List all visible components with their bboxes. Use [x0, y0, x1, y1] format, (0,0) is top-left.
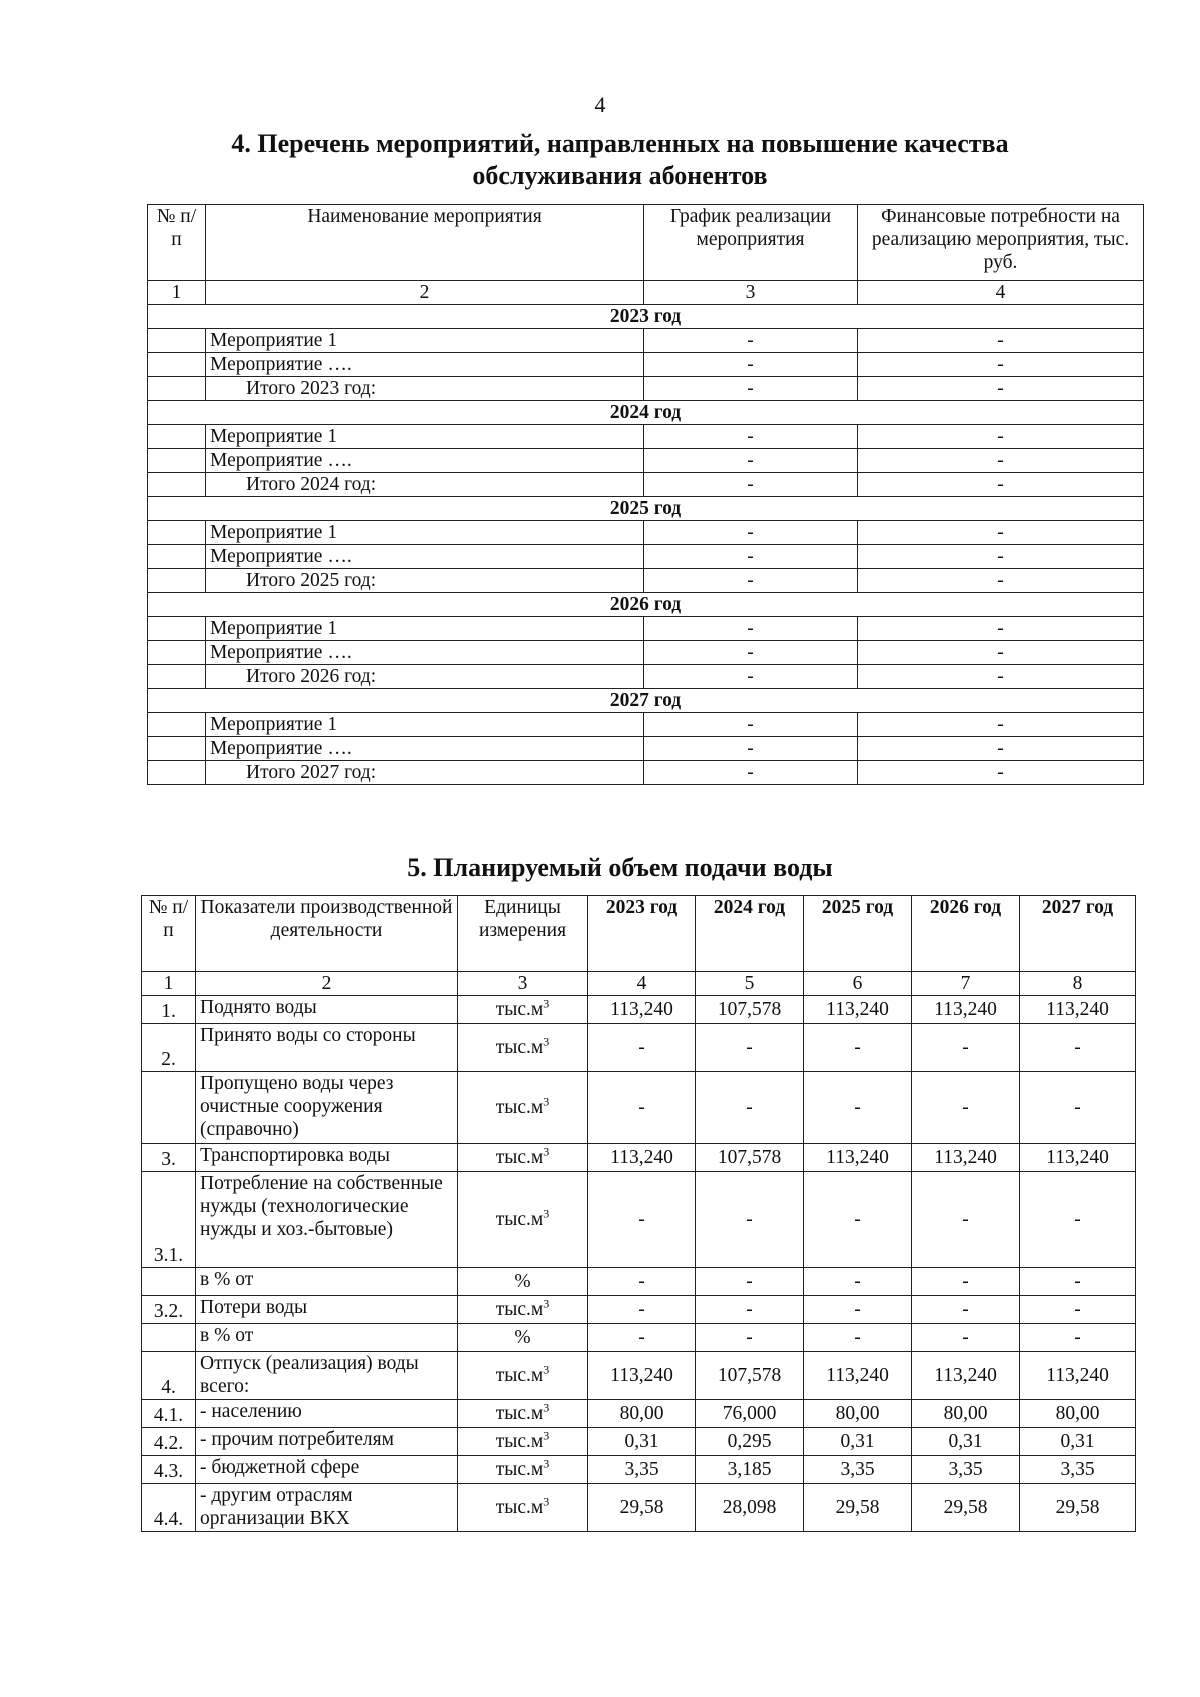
schedule-cell: -: [644, 353, 858, 377]
header-cell-finance: Финансовые потребности на реализацию мероприятия, тыс. руб.: [858, 205, 1144, 281]
num-cell: [148, 329, 206, 353]
schedule-cell: -: [644, 449, 858, 473]
column-number-cell: 1: [148, 281, 206, 305]
table-row: [148, 761, 1144, 785]
table-row: [148, 665, 1144, 689]
activities-table: [147, 204, 1144, 785]
value-cell: -: [804, 1172, 912, 1268]
value-cell: 107,578: [696, 996, 804, 1024]
value-cell: -: [912, 1324, 1020, 1352]
schedule-cell: -: [644, 377, 858, 401]
schedule-cell: -: [644, 521, 858, 545]
unit-text: тыс.м: [495, 1299, 544, 1320]
indicator-name: Потери воды: [196, 1296, 458, 1324]
column-number-row: [148, 281, 1144, 305]
year-group-row: [148, 497, 1144, 521]
num-cell: [148, 473, 206, 497]
table-row: [142, 1024, 1136, 1072]
value-cell: -: [588, 1268, 696, 1296]
value-cell: -: [912, 1296, 1020, 1324]
unit-superscript: 3: [543, 1494, 550, 1509]
value-cell: -: [1020, 1324, 1136, 1352]
indicator-name: Пропущено воды через очистные сооружения (справочно): [196, 1072, 458, 1144]
row-number: 4.2.: [142, 1428, 196, 1456]
header-cell-num: № п/п: [148, 205, 206, 281]
section4-title-line1: 4. Перечень мероприятий, направленных на повышение качества: [231, 129, 1009, 158]
finance-cell: -: [858, 449, 1144, 473]
value-cell: -: [804, 1324, 912, 1352]
table-row: [142, 1072, 1136, 1144]
unit-cell: [458, 1400, 588, 1428]
header-cell-name: Наименование мероприятия: [206, 205, 644, 281]
finance-cell: -: [858, 617, 1144, 641]
value-cell: -: [912, 1172, 1020, 1268]
value-cell: 113,240: [588, 1144, 696, 1172]
section4-title: [150, 128, 1090, 192]
table-row: [142, 1428, 1136, 1456]
column-number-cell: 2: [196, 972, 458, 996]
section5-title: 5. Планируемый объем подачи воды: [407, 853, 833, 882]
table-row: [142, 1172, 1136, 1268]
unit-text: тыс.м: [495, 1147, 544, 1168]
table-row: [148, 425, 1144, 449]
num-cell: [148, 569, 206, 593]
value-cell: 0,295: [696, 1428, 804, 1456]
finance-cell: -: [858, 377, 1144, 401]
activity-name: Мероприятие 1: [206, 617, 644, 641]
schedule-cell: -: [644, 761, 858, 785]
num-cell: [148, 521, 206, 545]
year-group-row: [148, 305, 1144, 329]
schedule-cell: -: [644, 569, 858, 593]
year-label: 2024 год: [148, 401, 1144, 425]
finance-cell: -: [858, 329, 1144, 353]
unit-cell: [458, 1268, 588, 1296]
unit-text: тыс.м: [495, 1403, 544, 1424]
table-row: [142, 1296, 1136, 1324]
value-cell: -: [1020, 1072, 1136, 1144]
num-cell: [148, 737, 206, 761]
num-cell: [148, 761, 206, 785]
unit-cell: [458, 1484, 588, 1532]
column-number-cell: 5: [696, 972, 804, 996]
finance-cell: -: [858, 521, 1144, 545]
finance-cell: -: [858, 545, 1144, 569]
value-cell: 113,240: [804, 1144, 912, 1172]
indicator-name: Транспортировка воды: [196, 1144, 458, 1172]
table-row: [148, 449, 1144, 473]
value-cell: 113,240: [804, 996, 912, 1024]
schedule-cell: -: [644, 545, 858, 569]
value-cell: -: [588, 1324, 696, 1352]
header-cell-schedule: График реализации мероприятия: [644, 205, 858, 281]
activity-name: Мероприятие ….: [206, 449, 644, 473]
column-number-cell: 7: [912, 972, 1020, 996]
table-row: [148, 473, 1144, 497]
unit-cell: [458, 1144, 588, 1172]
value-cell: -: [588, 1172, 696, 1268]
activity-name: Мероприятие 1: [206, 713, 644, 737]
value-cell: 113,240: [1020, 996, 1136, 1024]
schedule-cell: -: [644, 737, 858, 761]
value-cell: -: [588, 1072, 696, 1144]
unit-superscript: 3: [543, 1034, 550, 1049]
year-label: 2023 год: [148, 305, 1144, 329]
unit-cell: [458, 1072, 588, 1144]
unit-cell: [458, 1296, 588, 1324]
total-label: Итого 2026 год:: [206, 665, 644, 689]
table-row: [148, 737, 1144, 761]
table-row: [142, 1352, 1136, 1400]
value-cell: 3,35: [912, 1456, 1020, 1484]
num-cell: [148, 665, 206, 689]
table-row: [142, 996, 1136, 1024]
column-number-cell: 6: [804, 972, 912, 996]
row-number: [142, 1072, 196, 1144]
num-cell: [148, 617, 206, 641]
value-cell: 113,240: [804, 1352, 912, 1400]
unit-text: %: [514, 1327, 531, 1348]
value-cell: 3,35: [1020, 1456, 1136, 1484]
unit-cell: [458, 1024, 588, 1072]
total-label: Итого 2027 год:: [206, 761, 644, 785]
value-cell: -: [804, 1072, 912, 1144]
schedule-cell: -: [644, 329, 858, 353]
table-row: [142, 1144, 1136, 1172]
value-cell: 113,240: [912, 1144, 1020, 1172]
unit-text: тыс.м: [495, 1497, 544, 1518]
value-cell: -: [1020, 1172, 1136, 1268]
column-number-cell: 8: [1020, 972, 1136, 996]
value-cell: -: [804, 1024, 912, 1072]
table-row: [142, 1456, 1136, 1484]
column-number-row: [142, 972, 1136, 996]
row-number: 4.: [142, 1352, 196, 1400]
table-row: [148, 641, 1144, 665]
value-cell: 107,578: [696, 1144, 804, 1172]
value-cell: 113,240: [588, 1352, 696, 1400]
finance-cell: -: [858, 569, 1144, 593]
value-cell: -: [912, 1024, 1020, 1072]
value-cell: -: [804, 1268, 912, 1296]
row-number: [142, 1268, 196, 1296]
table-row: [148, 377, 1144, 401]
value-cell: 0,31: [588, 1428, 696, 1456]
row-number: [142, 1324, 196, 1352]
column-number-cell: 4: [588, 972, 696, 996]
value-cell: 113,240: [912, 1352, 1020, 1400]
value-cell: -: [912, 1072, 1020, 1144]
value-cell: 29,58: [912, 1484, 1020, 1532]
table-row: [148, 713, 1144, 737]
table-row: [148, 545, 1144, 569]
finance-cell: -: [858, 353, 1144, 377]
value-cell: 113,240: [1020, 1352, 1136, 1400]
unit-superscript: 3: [543, 1428, 550, 1443]
num-cell: [148, 353, 206, 377]
unit-text: тыс.м: [495, 999, 544, 1020]
unit-superscript: 3: [543, 1296, 550, 1311]
column-number-cell: 3: [644, 281, 858, 305]
row-number: 3.: [142, 1144, 196, 1172]
value-cell: 29,58: [588, 1484, 696, 1532]
schedule-cell: -: [644, 473, 858, 497]
activity-name: Мероприятие 1: [206, 329, 644, 353]
value-cell: 80,00: [1020, 1400, 1136, 1428]
header-cell-year: 2025 год: [804, 896, 912, 972]
num-cell: [148, 641, 206, 665]
finance-cell: -: [858, 737, 1144, 761]
unit-text: тыс.м: [495, 1097, 544, 1118]
num-cell: [148, 545, 206, 569]
indicator-name: Принято воды со стороны: [196, 1024, 458, 1072]
unit-text: тыс.м: [495, 1459, 544, 1480]
activity-name: Мероприятие ….: [206, 641, 644, 665]
unit-text: %: [514, 1271, 531, 1292]
value-cell: 80,00: [588, 1400, 696, 1428]
num-cell: [148, 713, 206, 737]
value-cell: 113,240: [912, 996, 1020, 1024]
value-cell: -: [804, 1296, 912, 1324]
num-cell: [148, 449, 206, 473]
activity-name: Мероприятие ….: [206, 545, 644, 569]
schedule-cell: -: [644, 425, 858, 449]
unit-text: тыс.м: [495, 1037, 544, 1058]
header-cell-year: 2027 год: [1020, 896, 1136, 972]
schedule-cell: -: [644, 641, 858, 665]
header-cell-unit: Единицы измерения: [458, 896, 588, 972]
finance-cell: -: [858, 473, 1144, 497]
section4-title-line2: обслуживания абонентов: [472, 161, 768, 190]
unit-cell: [458, 1352, 588, 1400]
finance-cell: -: [858, 425, 1144, 449]
year-group-row: [148, 401, 1144, 425]
indicator-name: - другим отраслям организации ВКХ: [196, 1484, 458, 1532]
row-number: 3.2.: [142, 1296, 196, 1324]
table-row: [148, 617, 1144, 641]
unit-cell: [458, 1172, 588, 1268]
value-cell: 29,58: [1020, 1484, 1136, 1532]
indicator-name: - прочим потребителям: [196, 1428, 458, 1456]
header-cell-num: № п/п: [142, 896, 196, 972]
table-row: [148, 521, 1144, 545]
table-row: [142, 1400, 1136, 1428]
table-row: [142, 1484, 1136, 1532]
value-cell: 80,00: [912, 1400, 1020, 1428]
value-cell: 0,31: [804, 1428, 912, 1456]
unit-cell: [458, 996, 588, 1024]
value-cell: 107,578: [696, 1352, 804, 1400]
indicator-name: - бюджетной сфере: [196, 1456, 458, 1484]
unit-text: тыс.м: [495, 1209, 544, 1230]
row-number: 4.1.: [142, 1400, 196, 1428]
column-number-cell: 1: [142, 972, 196, 996]
indicator-name: Потребление на собственные нужды (технологические нужды и хоз.-бытовые): [196, 1172, 458, 1268]
total-label: Итого 2024 год:: [206, 473, 644, 497]
unit-text: тыс.м: [495, 1365, 544, 1386]
value-cell: 3,35: [804, 1456, 912, 1484]
value-cell: 29,58: [804, 1484, 912, 1532]
activities-table-body: [148, 205, 1144, 785]
activity-name: Мероприятие 1: [206, 521, 644, 545]
table-row: [142, 1324, 1136, 1352]
row-number: 2.: [142, 1024, 196, 1072]
column-number-cell: 2: [206, 281, 644, 305]
header-cell-year: 2026 год: [912, 896, 1020, 972]
table-row: [148, 353, 1144, 377]
unit-superscript: 3: [543, 1206, 550, 1221]
value-cell: 3,185: [696, 1456, 804, 1484]
row-number: 1.: [142, 996, 196, 1024]
finance-cell: -: [858, 713, 1144, 737]
finance-cell: -: [858, 641, 1144, 665]
value-cell: -: [696, 1268, 804, 1296]
table-header-row: [142, 896, 1136, 972]
value-cell: -: [1020, 1024, 1136, 1072]
header-cell-year: 2024 год: [696, 896, 804, 972]
table-row: [148, 329, 1144, 353]
num-cell: [148, 425, 206, 449]
row-number: 3.1.: [142, 1172, 196, 1268]
value-cell: -: [696, 1296, 804, 1324]
value-cell: -: [696, 1172, 804, 1268]
total-label: Итого 2025 год:: [206, 569, 644, 593]
table-row: [142, 1268, 1136, 1296]
table-header-row: [148, 205, 1144, 281]
water-supply-table-body: [142, 896, 1136, 1532]
unit-cell: [458, 1428, 588, 1456]
num-cell: [148, 377, 206, 401]
year-label: 2026 год: [148, 593, 1144, 617]
row-number: 4.4.: [142, 1484, 196, 1532]
unit-superscript: 3: [543, 1362, 550, 1377]
unit-superscript: 3: [543, 1456, 550, 1471]
header-cell-indicator: Показатели производственной деятельности: [196, 896, 458, 972]
activity-name: Мероприятие 1: [206, 425, 644, 449]
schedule-cell: -: [644, 713, 858, 737]
value-cell: -: [696, 1072, 804, 1144]
row-number: 4.3.: [142, 1456, 196, 1484]
indicator-name: в % от: [196, 1324, 458, 1352]
value-cell: 0,31: [1020, 1428, 1136, 1456]
value-cell: 113,240: [1020, 1144, 1136, 1172]
header-cell-year: 2023 год: [588, 896, 696, 972]
indicator-name: в % от: [196, 1268, 458, 1296]
unit-superscript: 3: [543, 1144, 550, 1159]
table-row: [148, 569, 1144, 593]
year-group-row: [148, 689, 1144, 713]
value-cell: -: [588, 1024, 696, 1072]
column-number-cell: 4: [858, 281, 1144, 305]
value-cell: -: [696, 1024, 804, 1072]
unit-cell: [458, 1324, 588, 1352]
schedule-cell: -: [644, 665, 858, 689]
indicator-name: - населению: [196, 1400, 458, 1428]
activity-name: Мероприятие ….: [206, 737, 644, 761]
year-group-row: [148, 593, 1144, 617]
year-label: 2025 год: [148, 497, 1144, 521]
value-cell: 80,00: [804, 1400, 912, 1428]
activity-name: Мероприятие ….: [206, 353, 644, 377]
year-label: 2027 год: [148, 689, 1144, 713]
value-cell: -: [912, 1268, 1020, 1296]
value-cell: 113,240: [588, 996, 696, 1024]
finance-cell: -: [858, 665, 1144, 689]
value-cell: 76,000: [696, 1400, 804, 1428]
value-cell: -: [588, 1296, 696, 1324]
unit-cell: [458, 1456, 588, 1484]
value-cell: 0,31: [912, 1428, 1020, 1456]
water-supply-table: [141, 895, 1136, 1532]
unit-superscript: 3: [543, 996, 550, 1011]
value-cell: -: [696, 1324, 804, 1352]
indicator-name: Отпуск (реализация) воды всего:: [196, 1352, 458, 1400]
value-cell: 28,098: [696, 1484, 804, 1532]
value-cell: -: [1020, 1296, 1136, 1324]
finance-cell: -: [858, 761, 1144, 785]
indicator-name: Поднято воды: [196, 996, 458, 1024]
page-number: 4: [594, 92, 606, 117]
unit-superscript: 3: [543, 1094, 550, 1109]
column-number-cell: 3: [458, 972, 588, 996]
schedule-cell: -: [644, 617, 858, 641]
unit-text: тыс.м: [495, 1431, 544, 1452]
value-cell: -: [1020, 1268, 1136, 1296]
unit-superscript: 3: [543, 1400, 550, 1415]
total-label: Итого 2023 год:: [206, 377, 644, 401]
value-cell: 3,35: [588, 1456, 696, 1484]
